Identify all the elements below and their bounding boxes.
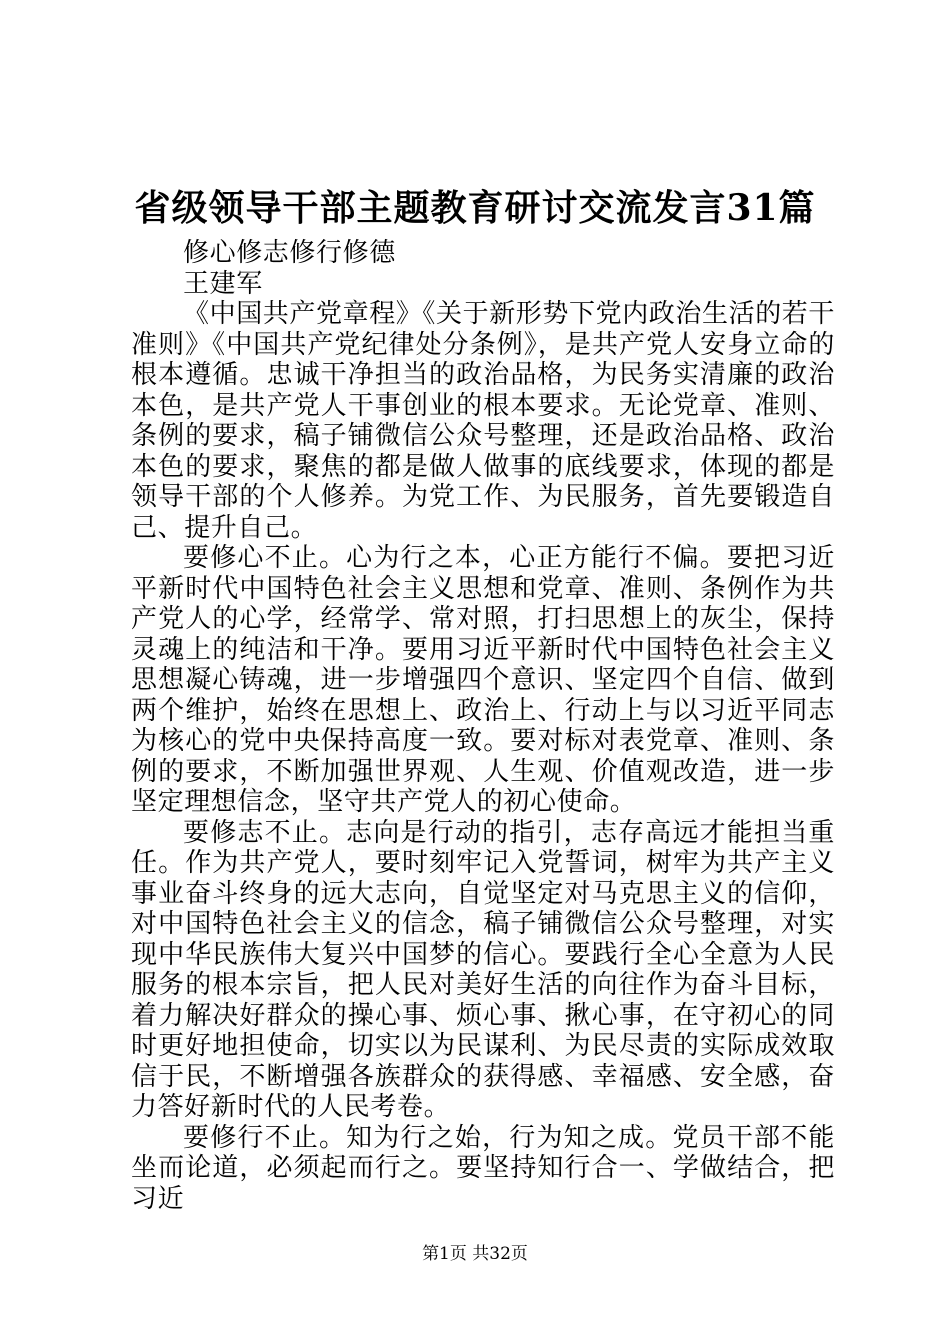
paragraph: 要修志不止。志向是行动的指引，志存高远才能担当重任。作为共产党人，要时刻牢记入党誓词，树牢为共产主义事业奋斗终身的远大志向，自觉坚定对马克思主义的信仰，对中国特色社会主义的信念，稿子铺微信公众号整理，对实现中华民族伟大复兴中国梦的信心。要践行全心全意为人民服务的根本宗旨，把人民对美好生活的向往作为奋斗目标，着力解决好群众的操心事、烦心事、揪心事，在守初心的同时更好地担使命，切实以为民谋利、为民尽责的实际成效取信于民，不断增强各族群众的获得感、幸福感、安全感，奋力答好新时代的人民考卷。 — [131, 817, 835, 1122]
document-subtitle: 修心修志修行修德 — [183, 238, 396, 268]
document-author: 王建军 — [183, 268, 263, 299]
paragraph: 《中国共产党章程》《关于新形势下党内政治生活的若干准则》《中国共产党纪律处分条例》，是共产党人安身立命的根本遵循。忠诚干净担当的政治品格，为民务实清廉的政治本色，是共产党人干事创业的根本要求。无论党章、准则、条例的要求，稿子铺微信公众号整理，还是政治品格、政治本色的要求，聚焦的都是做人做事的底线要求，体现的都是领导干部的个人修养。为党工作、为民服务，首先要锻造自己、提升自己。 — [131, 299, 836, 543]
paragraph: 要修心不止。心为行之本，心正方能行不偏。要把习近平新时代中国特色社会主义思想和党章、准则、条例作为共产党人的心学，经常学、常对照，打扫思想上的灰尘，保持灵魂上的纯洁和干净。要用习近平新时代中国特色社会主义思想凝心铸魂，进一步增强四个意识、坚定四个自信、做到两个维护，始终在思想上、政治上、行动上与以习近平同志为核心的党中央保持高度一致。要对标对表党章、准则、条例的要求，不断加强世界观、人生观、价值观改造，进一步坚定理想信念，坚守共产党人的初心使命。 — [131, 543, 835, 817]
page-number: 第1页 共32页 — [422, 1244, 528, 1264]
document-title: 省级领导干部主题教育研讨交流发言31篇 — [134, 187, 816, 229]
paragraph: 要修行不止。知为行之始，行为知之成。党员干部不能坐而论道，必须起而行之。要坚持知行合一、学做结合，把习近 — [131, 1122, 835, 1214]
document-body — [131, 238, 835, 1214]
